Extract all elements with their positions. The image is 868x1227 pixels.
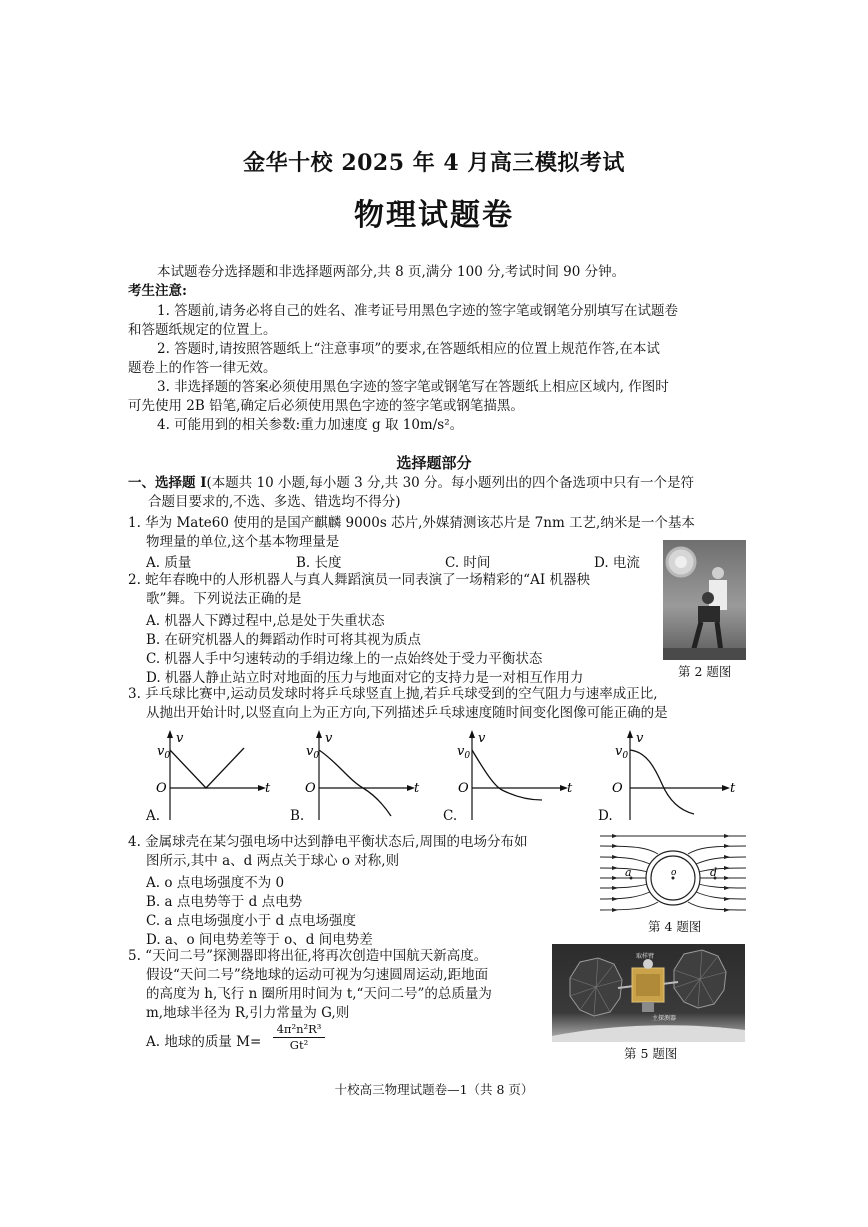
intro-text: 本试题卷分选择题和非选择题两部分,共 8 页,满分 100 分,考试时间 90 分钟。 bbox=[157, 264, 626, 280]
question-1-line: 1. 华为 Mate60 使用的是国产麒麟 9000s 芯片,外媒猜测该芯片是 7nm 工艺,纳米是一个基本 bbox=[128, 515, 695, 531]
fraction-denominator: Gt² bbox=[273, 1037, 325, 1052]
notice-line: 题卷上的作答一律无效。 bbox=[128, 360, 277, 376]
question-2-line: 歌”舞。下列说法正确的是 bbox=[146, 591, 302, 607]
notice-line: 2. 答题时,请按照答题纸上“注意事项”的要求,在答题纸相应的位置上规范作答,在本试 bbox=[157, 341, 660, 357]
origin-label: O bbox=[156, 781, 167, 796]
question-4-line: 4. 金属球壳在某匀强电场中达到静电平衡状态后,周围的电场分布如 bbox=[128, 834, 528, 850]
axis-v-label: v bbox=[636, 731, 644, 746]
main-probe-label: 主探测器 bbox=[652, 1015, 677, 1022]
section-title: 选择题部分 bbox=[396, 454, 472, 472]
q4-option-c: C. a 点电场强度小于 d 点电场强度 bbox=[146, 913, 356, 929]
part-heading bbox=[128, 474, 694, 493]
question-5-line: 5. “天问二号”探测器即将出征,将再次创造中国航天新高度。 bbox=[128, 948, 488, 964]
v0-label: $v_0$ bbox=[615, 744, 629, 761]
q1-option-d: D. 电流 bbox=[594, 555, 640, 571]
axis-t-label: t bbox=[567, 781, 573, 796]
q1-option-c: C. 时间 bbox=[445, 555, 491, 571]
notice-line: 和答题纸规定的位置上。 bbox=[128, 322, 277, 338]
axis-t-label: t bbox=[414, 781, 420, 796]
v0-label: $v_0$ bbox=[306, 744, 320, 761]
figure-2-caption: 第 2 题图 bbox=[678, 664, 732, 679]
electric-field-diagram bbox=[598, 832, 748, 916]
q2-option-c: C. 机器人手中匀速转动的手绢边缘上的一点始终处于受力平衡状态 bbox=[146, 651, 543, 667]
origin-label: O bbox=[612, 781, 623, 796]
question-3-line: 3. 乒乓球比赛中,运动员发球时将乒乓球竖直上抛,若乒乓球受到的空气阻力与速率成正比, bbox=[128, 686, 658, 702]
notice-line: 3. 非选择题的答案必须使用黑色字迹的签字笔或钢笔写在答题纸上相应区域内, 作图时 bbox=[157, 379, 669, 395]
tianwen-2-probe-image bbox=[552, 944, 745, 1042]
page-footer: 十校高三物理试题卷—1（共 8 页） bbox=[334, 1082, 534, 1097]
question-3-line: 从抛出开始计时,以竖直向上为正方向,下列描述乒乓球速度随时间变化图像可能正确的是 bbox=[146, 705, 668, 721]
origin-label: O bbox=[458, 781, 469, 796]
q4-option-d: D. a、o 间电势差等于 o、d 间电势差 bbox=[146, 932, 373, 948]
graph-c-label: C. bbox=[443, 808, 458, 824]
notice-line: 4. 可能用到的相关参数:重力加速度 g 取 10m/s²。 bbox=[157, 417, 464, 433]
point-d-label: d bbox=[710, 866, 718, 879]
exam-subtitle: 物理试题卷 bbox=[354, 198, 514, 233]
notice-line: 1. 答题前,请务必将自己的姓名、准考证号用黑色字迹的签字笔或钢笔分别填写在试题卷 bbox=[157, 303, 678, 319]
axis-t-label: t bbox=[265, 781, 271, 796]
question-5-line: 假设“天问二号”绕地球的运动可视为匀速圆周运动,距地面 bbox=[146, 967, 489, 983]
question-4-line: 图所示,其中 a、d 两点关于球心 o 对称,则 bbox=[146, 853, 400, 869]
point-o-label: o bbox=[671, 868, 677, 878]
robot-dance-photo bbox=[663, 540, 746, 660]
graph-d bbox=[598, 728, 743, 828]
mass-fraction bbox=[269, 1022, 329, 1052]
point-a-label: a bbox=[625, 866, 632, 879]
q2-option-a: A. 机器人下蹲过程中,总是处于失重状态 bbox=[146, 613, 385, 629]
notice-line: 可先使用 2B 铅笔,确定后必须使用黑色字迹的签字笔或钢笔描黑。 bbox=[128, 398, 524, 414]
v0-label: $v_0$ bbox=[457, 744, 471, 761]
exam-title: 金华十校 2025 年 4 月高三模拟考试 bbox=[243, 150, 625, 176]
sampling-arm-label: 取样臂 bbox=[636, 953, 655, 960]
part-desc-cont: 合题目要求的,不选、多选、错选均不得分) bbox=[148, 494, 401, 510]
q5-option-a-prefix: A. 地球的质量 M= bbox=[146, 1034, 262, 1050]
notice-heading: 考生注意: bbox=[128, 283, 187, 299]
figure-4-caption: 第 4 题图 bbox=[648, 919, 702, 934]
q1-option-b: B. 长度 bbox=[296, 555, 342, 571]
question-5-line: m,地球半径为 R,引力常量为 G,则 bbox=[146, 1005, 350, 1021]
question-5-line: 的高度为 h,飞行 n 圈所用时间为 t,“天问二号”的总质量为 bbox=[146, 986, 492, 1002]
part-desc: (本题共 10 小题,每小题 3 分,共 30 分。每小题列出的四个备选项中只有一个是符 bbox=[206, 475, 695, 491]
graph-a-label: A. bbox=[146, 808, 161, 824]
q2-option-d: D. 机器人静止站立时对地面的压力与地面对它的支持力是一对相互作用力 bbox=[146, 670, 584, 686]
origin-label: O bbox=[305, 781, 316, 796]
question-1-line: 物理量的单位,这个基本物理量是 bbox=[146, 534, 340, 550]
q4-option-a: A. o 点电场强度不为 0 bbox=[146, 875, 285, 891]
graph-b-label: B. bbox=[290, 808, 305, 824]
fraction-numerator: 4π²n²R³ bbox=[276, 1022, 322, 1036]
axis-v-label: v bbox=[478, 731, 486, 746]
axis-t-label: t bbox=[730, 781, 736, 796]
q4-option-b: B. a 点电势等于 d 点电势 bbox=[146, 894, 303, 910]
graph-d-label: D. bbox=[598, 808, 613, 824]
v0-label: $v_0$ bbox=[157, 744, 171, 761]
graph-a bbox=[140, 728, 280, 828]
graph-c bbox=[440, 728, 580, 828]
q2-option-b: B. 在研究机器人的舞蹈动作时可将其视为质点 bbox=[146, 632, 422, 648]
figure-5-caption: 第 5 题图 bbox=[624, 1046, 678, 1061]
axis-v-label: v bbox=[176, 731, 184, 746]
part-heading-label: 一、选择题 I bbox=[128, 475, 207, 491]
graph-b bbox=[287, 728, 427, 828]
q5-option-a bbox=[146, 1030, 261, 1050]
q1-option-a: A. 质量 bbox=[146, 555, 192, 571]
question-2-line: 2. 蛇年春晚中的人形机器人与真人舞蹈演员一同表演了一场精彩的“AI 机器秧 bbox=[128, 572, 590, 588]
axis-v-label: v bbox=[325, 731, 333, 746]
